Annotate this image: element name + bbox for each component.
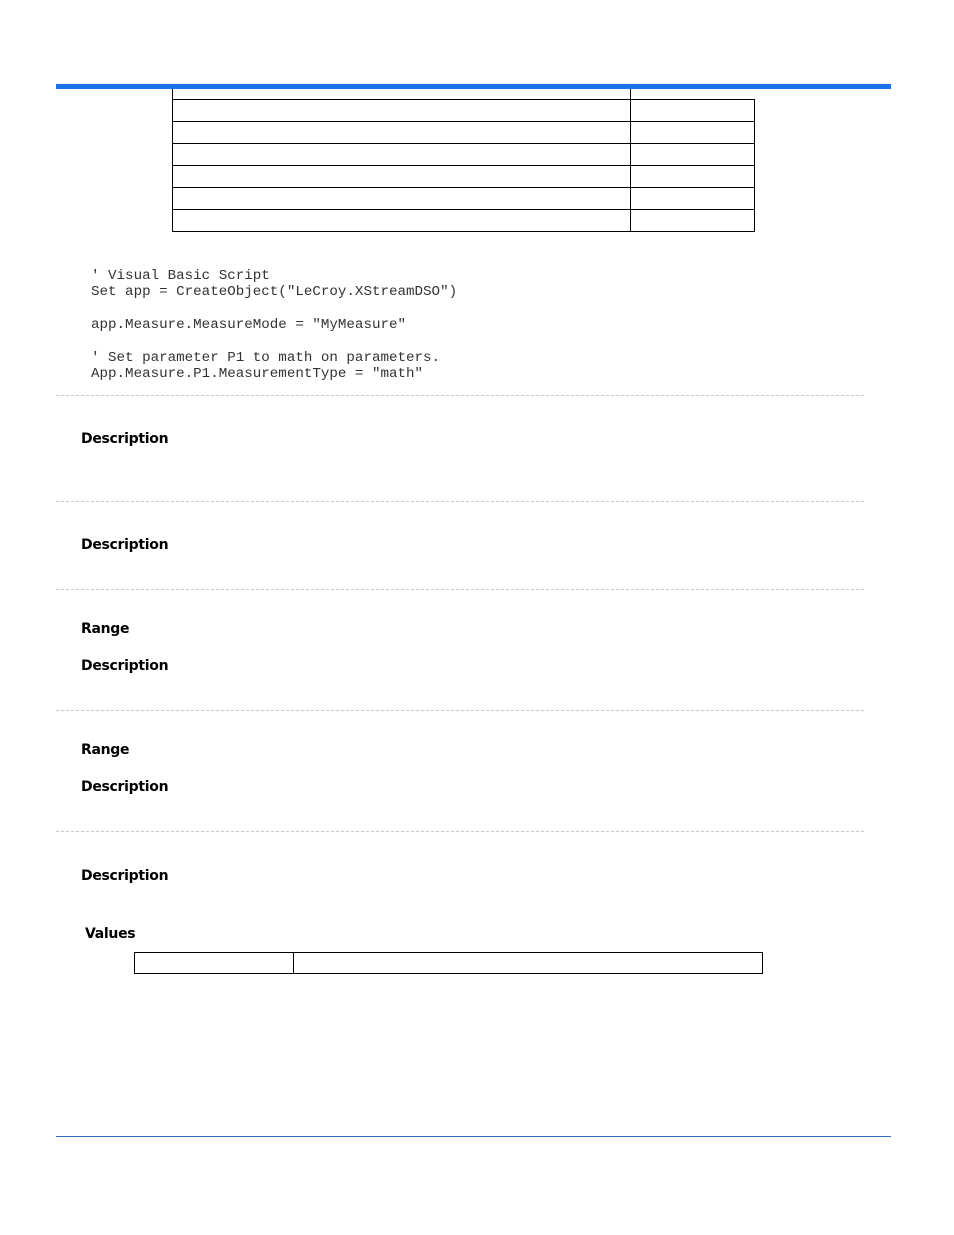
- property-table: [172, 89, 755, 232]
- description-heading: Description: [81, 779, 169, 795]
- section-separator: [56, 501, 864, 502]
- table-row: [173, 166, 755, 188]
- description-heading: Description: [81, 868, 169, 884]
- table-row: [173, 89, 755, 100]
- code-line: app.Measure.MeasureMode = "MyMeasure": [91, 317, 407, 334]
- values-table: [134, 952, 763, 974]
- description-heading: Description: [81, 537, 169, 553]
- table-row: [173, 188, 755, 210]
- footer-rule: [56, 1136, 891, 1137]
- code-line: App.Measure.P1.MeasurementType = "math": [91, 366, 424, 383]
- section-separator: [56, 831, 864, 832]
- table-row: [135, 953, 763, 974]
- section-separator: [56, 395, 864, 396]
- section-separator: [56, 589, 864, 590]
- code-line: ' Visual Basic Script: [91, 268, 270, 284]
- range-heading: Range: [81, 742, 130, 758]
- description-heading: Description: [81, 431, 169, 447]
- table-row: [173, 144, 755, 166]
- table-row: [173, 122, 755, 144]
- code-line: Set app = CreateObject("LeCroy.XStreamDSO"): [91, 284, 458, 301]
- range-heading: Range: [81, 621, 130, 637]
- description-heading: Description: [81, 658, 169, 674]
- table-row: [173, 210, 755, 232]
- values-heading: Values: [85, 926, 136, 942]
- section-separator: [56, 710, 864, 711]
- table-row: [173, 100, 755, 122]
- code-line: ' Set parameter P1 to math on parameters.: [91, 350, 441, 367]
- code-example: [91, 268, 457, 383]
